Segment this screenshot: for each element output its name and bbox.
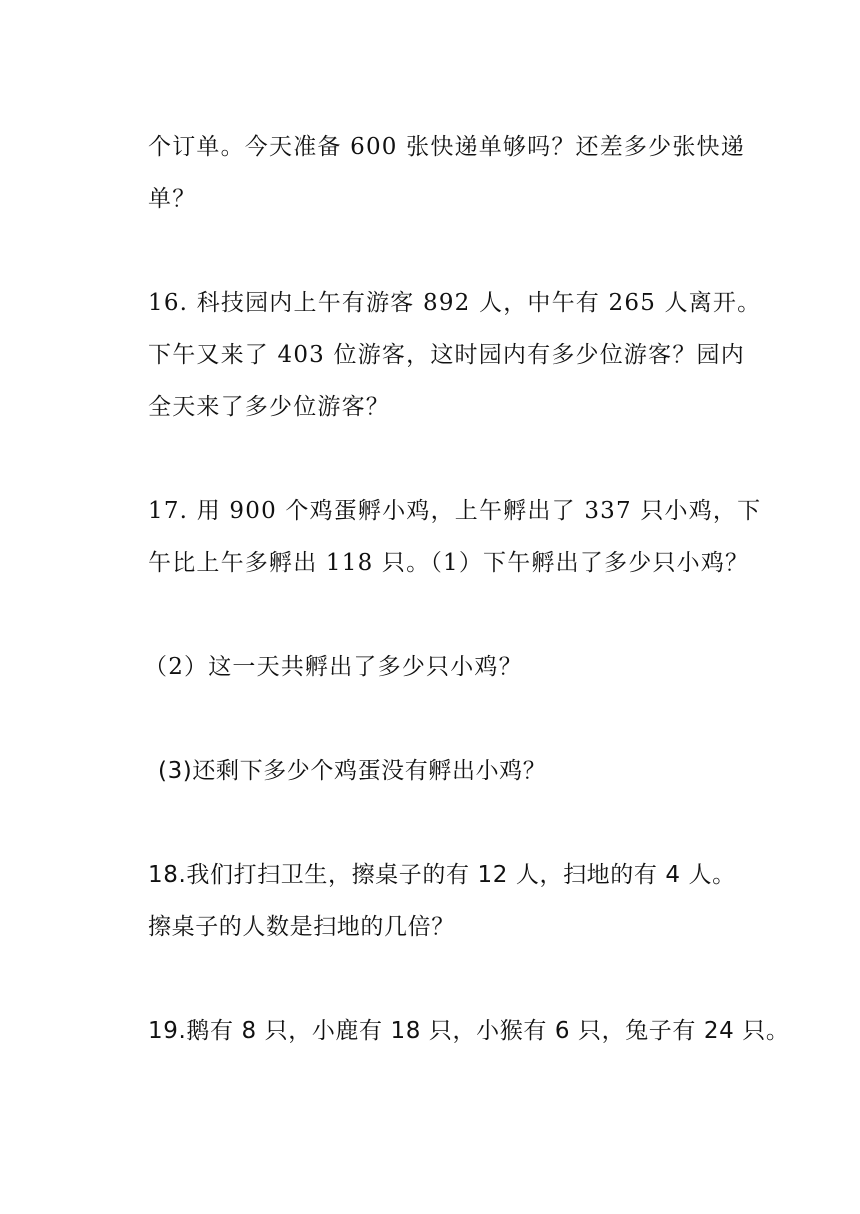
text-line-q17-1: 17. 用 900 个鸡蛋孵小鸡，上午孵出了 337 只小鸡，下 — [148, 498, 762, 524]
text-line-q18-1: 18.我们打扫卫生，擦桌子的有 12 人，扫地的有 4 人。 — [148, 862, 736, 888]
text-line-q15-continued-2: 单？ — [148, 186, 197, 212]
text-line-q16-2: 下午又来了 403 位游客，这时园内有多少位游客？园内 — [148, 342, 745, 368]
text-line-q16-1: 16. 科技园内上午有游客 892 人，中午有 265 人离开。 — [148, 290, 762, 316]
text-line-q19-1: 19.鹅有 8 只，小鹿有 18 只，小猴有 6 只，兔子有 24 只。 — [148, 1018, 790, 1044]
text-line-q17-part2: （2）这一天共孵出了多少只小鸡？ — [144, 654, 523, 680]
text-line-q17-2: 午比上午多孵出 118 只。（1）下午孵出了多少只小鸡？ — [148, 550, 750, 576]
text-line-q16-3: 全天来了多少位游客？ — [148, 394, 390, 420]
text-line-q17-part3: (3)还剩下多少个鸡蛋没有孵出小鸡？ — [158, 758, 547, 784]
text-line-q15-continued-1: 个订单。今天准备 600 张快递单够吗？还差多少张快递 — [148, 134, 745, 160]
text-line-q18-2: 擦桌子的人数是扫地的几倍？ — [148, 914, 455, 940]
